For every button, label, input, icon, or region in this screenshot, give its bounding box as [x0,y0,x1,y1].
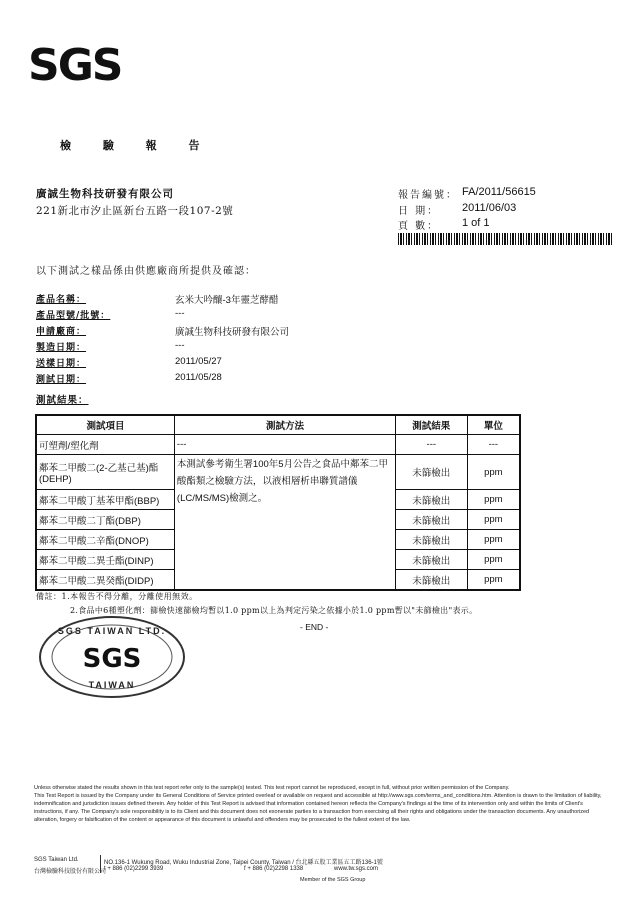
sample-info-value: 廣誠生物科技研發有限公司 [175,327,290,338]
footer-member: Member of the SGS Group [300,877,366,883]
page-count-value: 1 of 1 [462,217,490,229]
test-item: 鄰苯二甲酸二異癸酯(DIDP) [36,570,174,591]
sample-info-label: 製造日期： [36,343,87,353]
sample-info-value: --- [175,340,185,351]
sample-info-label: 送樣日期： [36,359,87,369]
test-item: 可塑劑/塑化劑 [36,435,174,455]
unit: ppm [467,570,520,591]
report-number-label: 報告編號： [398,190,458,201]
table-row [36,435,520,455]
footer-web: www.tw.sgs.com [334,866,379,872]
end-mark: - END - [300,622,329,632]
test-method: --- [174,435,395,455]
stamp-lower-text: TAIWAN [88,680,136,690]
footer-company-zh: 台灣檢驗科技股份有限公司 [34,869,107,875]
unit: ppm [467,530,520,550]
report-date-value: 2011/06/03 [462,202,517,214]
sample-info-value: 2011/05/28 [175,372,222,383]
test-method: 本測試參考衛生署100年5月公告之食品中鄰苯二甲酸酯類之檢驗方法，以液相層析串聯質譜儀(LC/MS/MS)檢測之。 [174,455,395,591]
test-item: 鄰苯二甲酸二異壬酯(DINP) [36,550,174,570]
sample-info-label: 產品名稱： [36,295,87,305]
test-result: 未篩檢出 [395,570,467,591]
page-count-label: 頁 數： [398,221,440,232]
note-2: 2.食品中6種塑化劑：篩檢快速篩檢均暫以1.0 ppm以上為判定污染之依據小於1.0 ppm暫以"未篩檢出"表示。 [70,606,478,615]
report-title: 檢 驗 報 告 [60,139,214,152]
test-item: 鄰苯二甲酸二(2-乙基己基)酯(DEHP) [36,455,174,490]
report-date-label: 日 期： [398,206,440,217]
barcode [398,233,613,245]
test-item: 鄰苯二甲酸二丁酯(DBP) [36,510,174,530]
footer-company-en: SGS Taiwan Ltd. [34,857,79,863]
unit: ppm [467,455,520,490]
footer-fax: f + 886 (02)2298 1338 [244,866,304,872]
sample-info-value: 玄米大吟釀-3年靈芝酵醋 [175,295,279,306]
sample-info-label: 產品型號/批號： [36,311,111,321]
sample-info-value: 2011/05/27 [175,356,222,367]
table-header-row [36,415,520,435]
footer-phone: t + 886 (02)2299 3939 [104,866,164,872]
test-result: 未篩檢出 [395,530,467,550]
sgs-stamp [32,612,192,707]
footer-address: NO.136-1 Wukung Road, Wuku Industrial Zone, Taipei County, Taiwan / 台北縣五股工業區五工路136-1號 [104,860,383,866]
unit: ppm [467,550,520,570]
fine-print [34,784,610,824]
results-table [35,414,521,591]
table-row [36,455,520,490]
client-address: 221新北市汐止區新台五路一段107-2號 [36,205,234,217]
unit: ppm [467,490,520,510]
column-header: 測試項目 [36,415,174,435]
unit: ppm [467,510,520,530]
report-number-value: FA/2011/56615 [462,186,536,198]
test-item: 鄰苯二甲酸丁基苯甲酯(BBP) [36,490,174,510]
column-header: 測試結果 [395,415,467,435]
sample-info-label: 測試日期： [36,375,87,385]
fine-print-paragraph: This Test Report is issued by the Company under its General Conditions of Service printed overleaf or available on request and accessible at http://www.sgs.com/terms_and_conditions.htm. Attention is drawn to the limitation of liability, indemnification and jurisdiction issues defined therein. Any holder of this Test Report is advised that information contained hereon reflects the Company's findings at the time of its intervention only and within the limits of Client's instructions, if any. The Company's sole responsibility is to its Client and this document does not exonerate parties to a transaction from exercising all their rights and obligations under the transaction documents. Any unauthorized alteration, forgery or falsification of the content or appearance of this document is unlawful and offenders may be prosecuted to the fullest extent of the law. [34,793,602,823]
stamp-center-text: SGS [82,644,142,674]
test-result: 未篩檢出 [395,455,467,490]
client-name: 廣誠生物科技研發有限公司 [36,188,174,200]
sgs-logo: SGS [28,40,122,91]
fine-print-paragraph: Unless otherwise stated the results shown in this test report refer only to the sample(s) tested. This test report cannot be reproduced, except in full, without prior written permission of the Company. [34,785,510,791]
note-1: 備註：1.本報告不得分離，分離使用無效。 [36,592,198,601]
test-result: --- [395,435,467,455]
intro-text: 以下測試之樣品係由供應廠商所提供及確認： [36,266,256,277]
stamp-ring-text: SGS TAIWAN LTD. [57,626,167,636]
column-header: 單位 [467,415,520,435]
test-item: 鄰苯二甲酸二辛酯(DNOP) [36,530,174,550]
unit: --- [467,435,520,455]
sample-info-label: 申請廠商： [36,327,87,337]
test-result: 未篩檢出 [395,490,467,510]
test-result: 未篩檢出 [395,550,467,570]
test-result: 未篩檢出 [395,510,467,530]
results-heading: 測試結果： [36,395,89,406]
column-header: 測試方法 [174,415,395,435]
sample-info-value: --- [175,308,185,319]
